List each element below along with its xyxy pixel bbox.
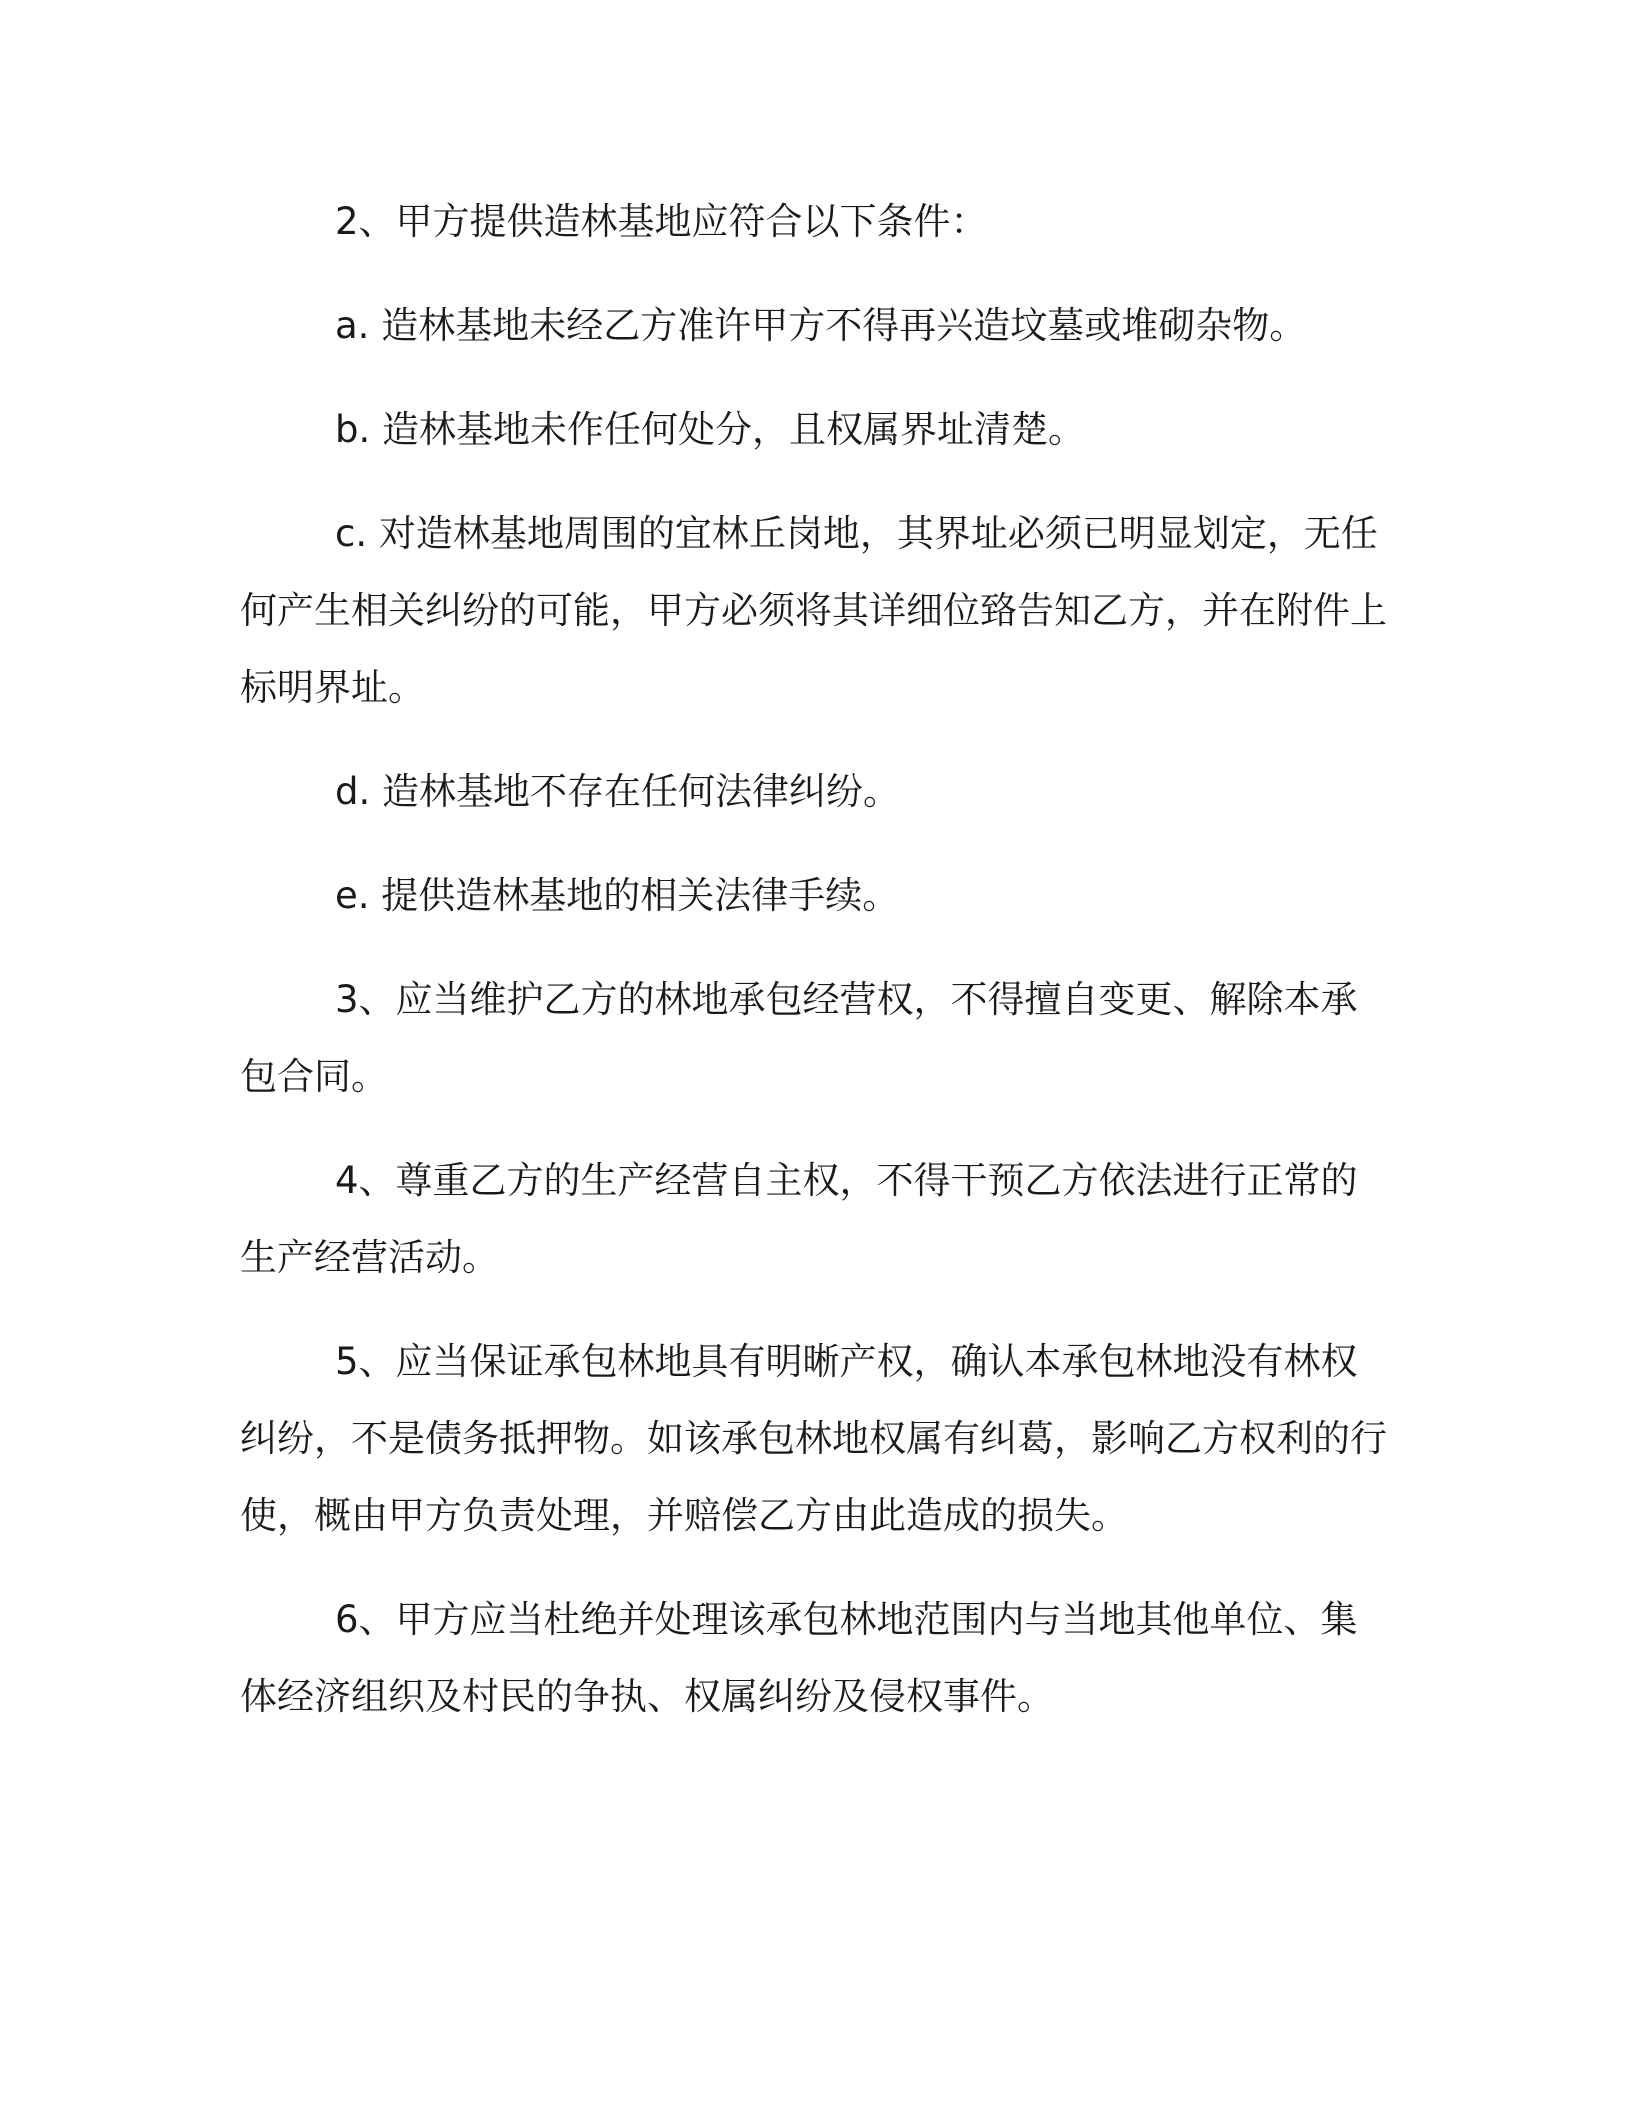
- paragraph-clause-2e: e. 提供造林基地的相关法律手续。: [335, 874, 900, 917]
- paragraph-clause-5: 5、应当保证承包林地具有明晰产权，确认本承包林地没有林权纠纷，不是债务抵押物。如该承包林地权属有纠葛，影响乙方权利的行使，概由甲方负责处理，并赔偿乙方由此造成的损失。: [240, 1340, 1387, 1537]
- paragraph-clause-2d: d. 造林基地不存在任何法律纠纷。: [335, 770, 901, 813]
- paragraph-clause-4: 4、尊重乙方的生产经营自主权，不得干预乙方依法进行正常的生产经营活动。: [240, 1159, 1358, 1279]
- paragraph-clause-2b: b. 造林基地未作任何处分，且权属界址清楚。: [335, 408, 1086, 451]
- paragraph-clause-2: 2、甲方提供造林基地应符合以下条件：: [335, 200, 988, 243]
- paragraph-clause-2c: c. 对造林基地周围的宜林丘岗地，其界址必须已明显划定，无任何产生相关纠纷的可能，甲方必须将其详细位臵告知乙方，并在附件上标明界址。: [240, 512, 1387, 709]
- paragraph-clause-2a: a. 造林基地未经乙方准许甲方不得再兴造坟墓或堆砌杂物。: [335, 304, 1307, 347]
- document-body: [240, 183, 1390, 1762]
- paragraph-clause-3: 3、应当维护乙方的林地承包经营权，不得擅自变更、解除本承包合同。: [240, 978, 1358, 1098]
- paragraph-clause-6: 6、甲方应当杜绝并处理该承包林地范围内与当地其他单位、集体经济组织及村民的争执、权属纠纷及侵权事件。: [240, 1598, 1358, 1718]
